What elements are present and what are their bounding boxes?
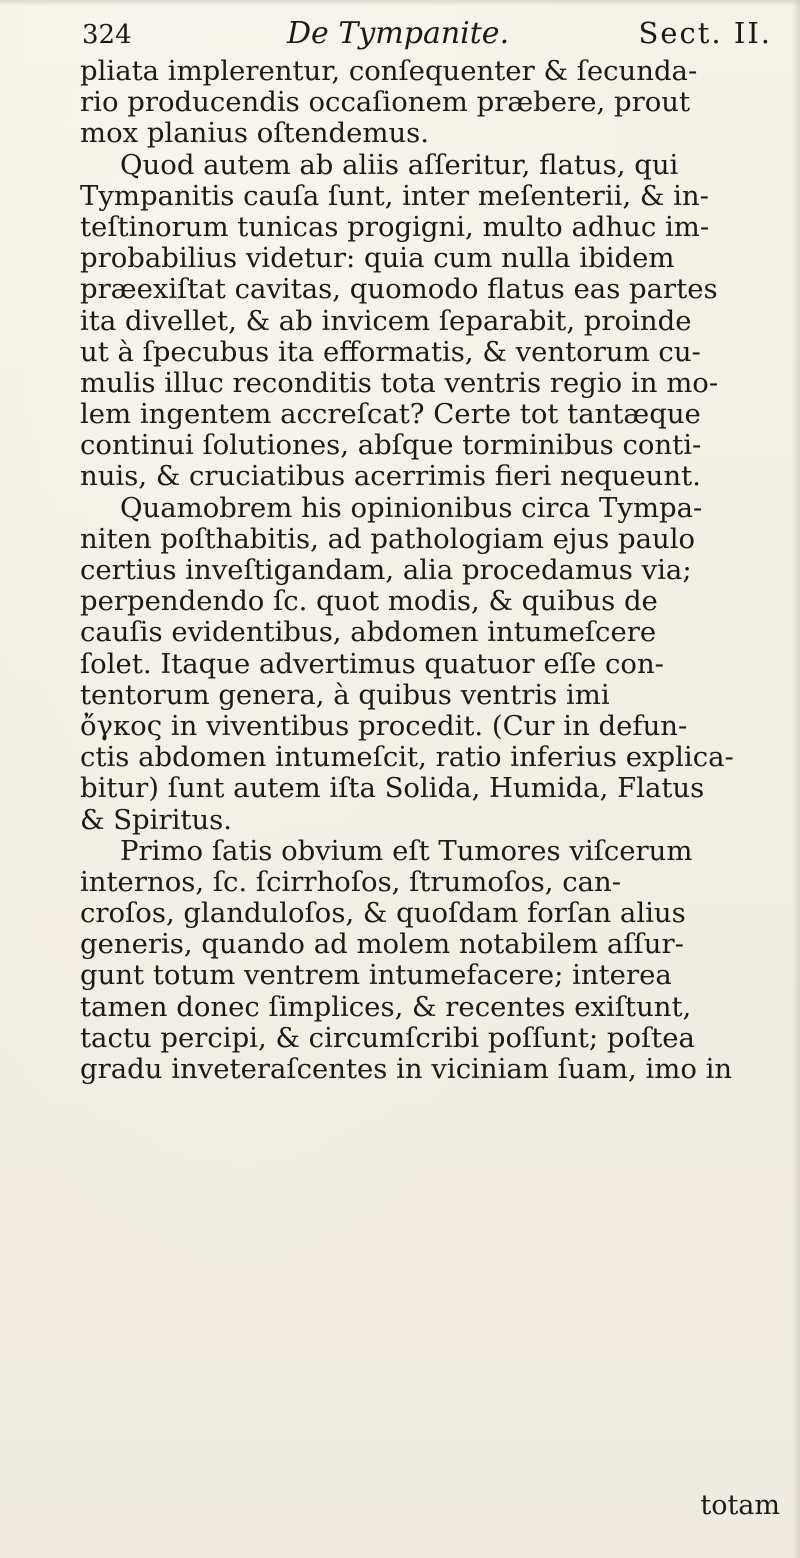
- page-header: [82, 10, 782, 54]
- text-line: mox planius oſtendemus.: [80, 118, 430, 150]
- text-line: ὄγκος in viventibus procedit. (Cur in defun-: [80, 710, 688, 742]
- text-line: nuis, & cruciatibus acerrimis fieri nequeunt.: [80, 461, 701, 493]
- text-line: bitur) ſunt autem iſta Solida, Humida, Flatus: [80, 773, 705, 805]
- text-line: ita divellet, & ab invicem ſeparabit, proinde: [80, 305, 692, 337]
- text-line: ctis abdomen intumeſcit, ratio inferius explica-: [80, 742, 734, 774]
- text-line: Primo ſatis obvium eſt Tumores viſcerum: [120, 835, 693, 867]
- text-line: gradu inveteraſcentes in viciniam ſuam, imo in: [80, 1054, 733, 1085]
- text-line: ſolet. Itaque advertimus quatuor eſſe con-: [80, 648, 664, 680]
- text-line: gunt totum ventrem intumefacere; interea: [80, 960, 672, 992]
- page-right-edge-shadow: [792, 0, 800, 1558]
- text-line: continui ſolutiones, abſque torminibus conti-: [80, 430, 702, 462]
- text-line: tentorum genera, à quibus ventris imi: [80, 679, 610, 711]
- text-line: Quamobrem his opinionibus circa Tympa-: [120, 492, 703, 524]
- text-line: probabilius videtur: quia cum nulla ibidem: [80, 243, 675, 275]
- text-line: perpendendo ſc. quot modis, & quibus de: [80, 586, 658, 618]
- text-line: generis, quando ad molem notabilem aſſur-: [80, 929, 684, 961]
- text-line: teſtinorum tunicas progigni, multo adhuc im-: [80, 211, 710, 243]
- text-line: tamen donec ſimplices, & recentes exiſtunt,: [80, 991, 692, 1023]
- text-line: Quod autem ab aliis aſſeritur, flatus, qui: [120, 149, 679, 181]
- running-title: De Tympanite.: [287, 16, 510, 51]
- body-text: [80, 56, 792, 1085]
- text-line: Tympanitis cauſa ſunt, inter meſenterii, & in-: [80, 180, 709, 212]
- text-line: ut à ſpecubus ita efformatis, & ventorum cu-: [80, 336, 701, 368]
- text-line: cauſis evidentibus, abdomen intumeſcere: [80, 617, 657, 649]
- page-top-edge-shadow: [0, 0, 800, 6]
- text-line: lem ingentem accreſcat? Certe tot tantæque: [80, 399, 701, 431]
- text-line: præexiſtat cavitas, quomodo flatus eas partes: [80, 274, 718, 306]
- text-line: croſos, glanduloſos, & quoſdam forſan alius: [80, 898, 686, 930]
- text-line: rio producendis occaſionem præbere, prout: [80, 87, 691, 119]
- text-line: internos, ſc. ſcirrhoſos, ſtrumoſos, can-: [80, 866, 622, 898]
- page-number: 324: [82, 20, 132, 50]
- text-line: niten poſthabitis, ad pathologiam ejus paulo: [80, 523, 696, 555]
- section-label: Sect. II.: [638, 16, 772, 50]
- catchword: totam: [700, 1490, 780, 1521]
- text-line: mulis illuc reconditis tota ventris regio in mo-: [80, 367, 719, 399]
- text-line: & Spiritus.: [80, 804, 233, 836]
- text-line: certius inveſtigandam, alia procedamus via;: [80, 555, 692, 586]
- text-line: pliata implerentur, conſequenter & ſecunda-: [80, 56, 698, 87]
- text-line: tactu percipi, & circumſcribi poſſunt; poſtea: [80, 1022, 695, 1054]
